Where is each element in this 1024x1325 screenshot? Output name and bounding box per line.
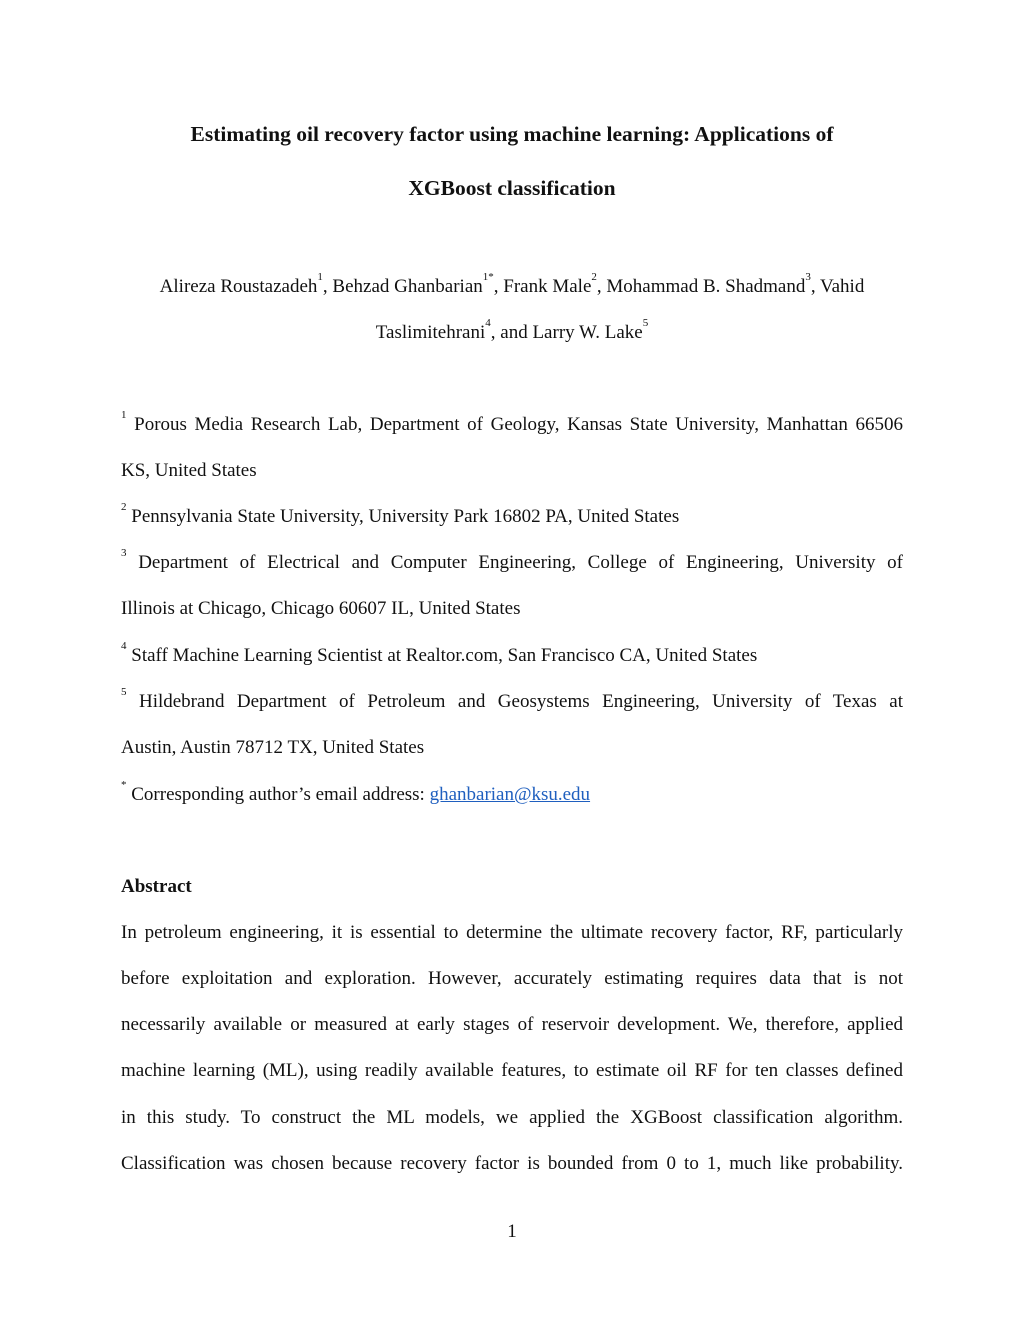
corresponding-author: * Corresponding author’s email address: ghanbarian@ksu.edu: [121, 779, 591, 805]
abstract-heading: Abstract: [121, 876, 192, 897]
abstract-line: machine learning (ML), using readily available features, to estimate oil RF for ten classes defined: [121, 1060, 903, 1081]
abstract-line: necessarily available or measured at early stages of reservoir development. We, therefore, applied: [121, 1014, 903, 1035]
affiliation-1-line-1: $^1$ Porous Media Research Lab, Department of Geology, Kansas State University, Manhattan 66506: [121, 409, 903, 435]
affiliation-5-line-2: Austin, Austin 78712 TX, United States: [121, 737, 425, 758]
author: Frank Male$^2$,: [503, 271, 607, 297]
affiliation-4: $^4$ Staff Machine Learning Scientist at Realtor.com, San Francisco CA, United States: [121, 640, 758, 666]
authors-line-2: [121, 317, 903, 345]
abstract-line: before exploitation and exploration. However, accurately estimating requires data that is not: [121, 968, 903, 989]
abstract-line: In petroleum engineering, it is essential to determine the ultimate recovery factor, RF, particularly: [121, 922, 903, 943]
abstract-line: Classification was chosen because recovery factor is bounded from 0 to 1, much like probability.: [121, 1153, 903, 1174]
page-number: 1: [507, 1221, 517, 1242]
author: Taslimitehrani$^4$, and: [375, 317, 533, 343]
affiliation-3-line-1: $^3$ Department of Electrical and Computer Engineering, College of Engineering, University of: [121, 547, 903, 573]
author: Behzad Ghanbarian$^{1*}$,: [332, 271, 504, 297]
title-line-1: Estimating oil recovery factor using machine learning: Applications of: [190, 122, 834, 146]
author: Mohammad B. Shadmand$^3$, Vahid: [606, 271, 865, 297]
email-link[interactable]: ghanbarian@ksu.edu: [429, 784, 591, 805]
title-line-2: XGBoost classification: [408, 176, 616, 200]
affiliation-5-line-1: $^5$ Hildebrand Department of Petroleum and Geosystems Engineering, University of Texas at: [121, 686, 903, 712]
author: Alireza Roustazadeh$^1$,: [159, 271, 333, 297]
affiliation-3-line-2: Illinois at Chicago, Chicago 60607 IL, United States: [121, 598, 521, 619]
abstract-line: in this study. To construct the ML models, we applied the XGBoost classification algorithm.: [121, 1107, 903, 1128]
affiliation-2: $^2$ Pennsylvania State University, University Park 16802 PA, United States: [121, 501, 680, 527]
affiliation-1-line-2: KS, United States: [121, 460, 257, 481]
author: Larry W. Lake$^5$: [532, 317, 649, 343]
authors-line-1: [100, 271, 924, 299]
